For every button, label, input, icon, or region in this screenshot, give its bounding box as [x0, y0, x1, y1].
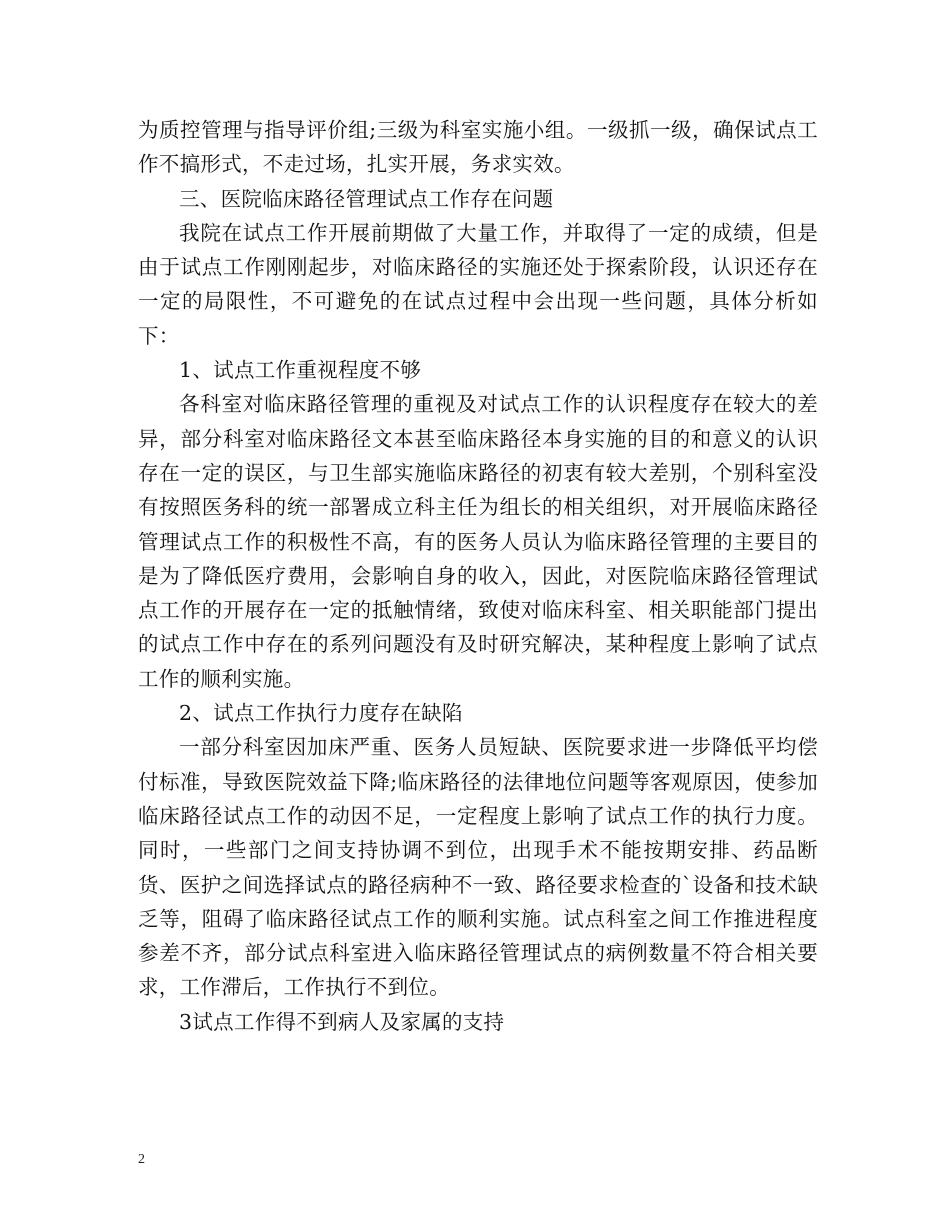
paragraph-1: 各科室对临床路径管理的重视及对试点工作的认识程度存在较大的差异，部分科室对临床路径文本甚至临床路径本身实施的目的和意义的认识存在一定的误区，与卫生部实施临床路径的初衷有较大差别，个别科室没有按照医务科的统一部署成立科主任为组长的相关组织，对开展临床路径管理试点工作的积极性不高，有的医务人员认为临床路径管理的主要目的是为了降低医疗费用，会影响自身的收入，因此，对医院临床路径管理试点工作的开展存在一定的抵触情绪，致使对临床科室、相关职能部门提出的试点工作中存在的系列问题没有及时研究解决，某种程度上影响了试点工作的顺利实施。 [138, 392, 818, 691]
section-heading-problems: 三、医院临床路径管理试点工作存在问题 [179, 186, 554, 211]
page-number: 2 [138, 1152, 145, 1167]
subheading-3: 3试点工作得不到病人及家属的支持 [179, 1009, 505, 1034]
paragraph-2: 一部分科室因加床严重、医务人员短缺、医院要求进一步降低平均偿付标准，导致医院效益下降;临床路径的法律地位问题等客观原因，使参加临床路径试点工作的动因不足，一定程度上影响了试点工作的执行力度。同时，一些部门之间支持协调不到位，出现手术不能按期安排、药品断货、医护之间选择试点的路径病种不一致、路径要求检查的`设备和技术缺乏等，阻碍了临床路径试点工作的顺利实施。试点科室之间工作推进程度参差不齐，部分试点科室进入临床路径管理试点的病例数量不符合相关要求，工作滞后，工作执行不到位。 [138, 735, 818, 1000]
subheading-1: 1、试点工作重视程度不够 [179, 358, 422, 383]
document-body [138, 113, 818, 1039]
paragraph-intro: 我院在试点工作开展前期做了大量工作，并取得了一定的成绩，但是由于试点工作刚刚起步，对临床路径的实施还处于探索阶段，认识还存在一定的局限性，不可避免的在试点过程中会出现一些问题，具体分析如下： [138, 220, 818, 348]
subheading-2: 2、试点工作执行力度存在缺陷 [179, 701, 463, 726]
paragraph-continuation: 为质控管理与指导评价组;三级为科室实施小组。一级抓一级，确保试点工作不搞形式，不走过场，扎实开展，务求实效。 [138, 118, 818, 177]
